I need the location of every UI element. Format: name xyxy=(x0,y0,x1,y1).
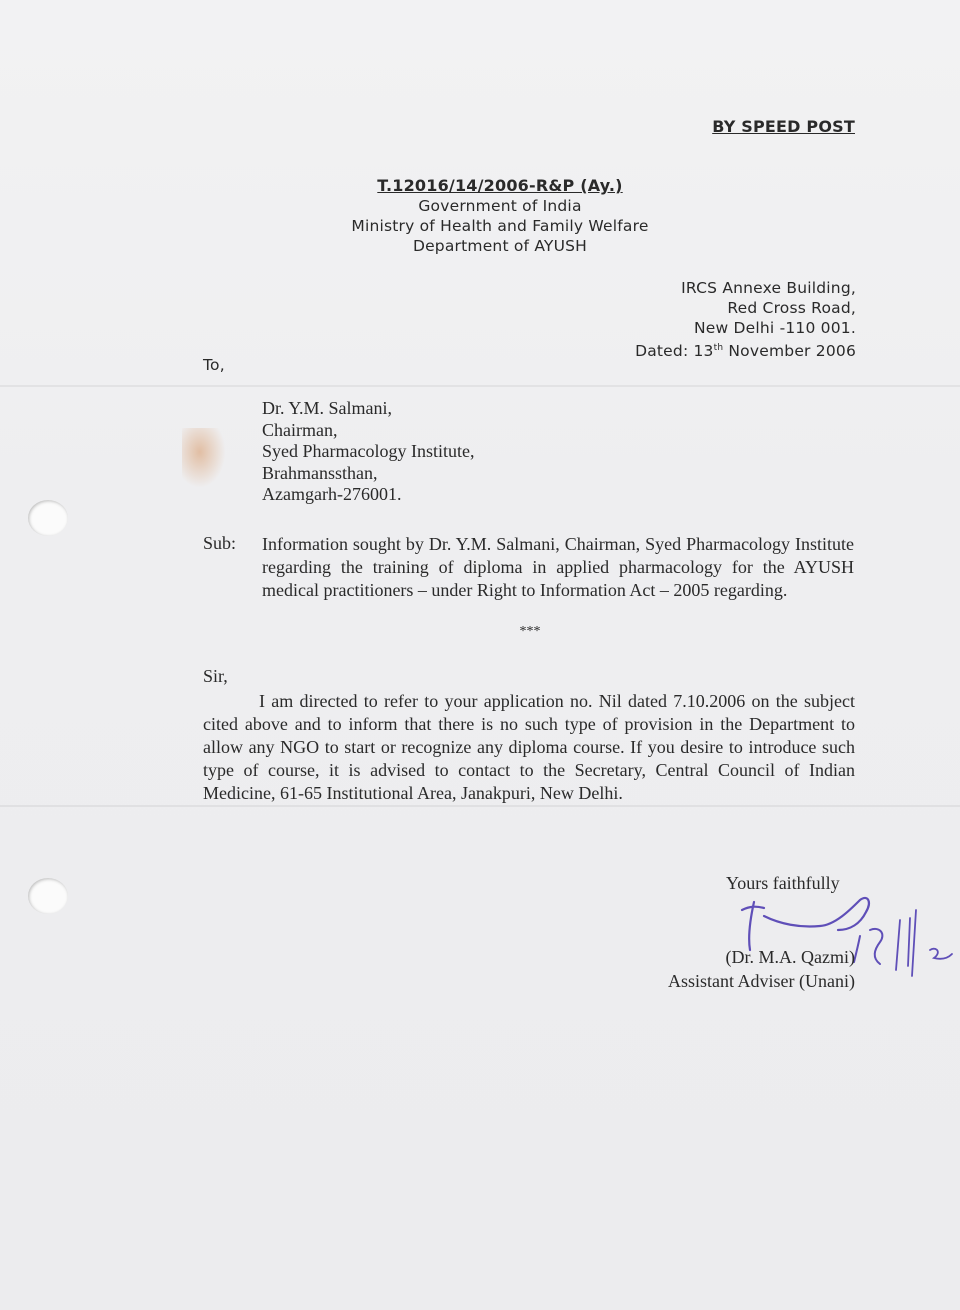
letterhead xyxy=(300,176,700,256)
org-department: Department of AYUSH xyxy=(412,237,588,255)
signatory xyxy=(600,945,855,993)
paper-stain xyxy=(182,428,226,488)
salutation: Sir, xyxy=(203,666,228,686)
letter-date: Dated: 13th November 2006 xyxy=(635,342,856,361)
recipient-line: Azamgarh-276001. xyxy=(262,484,402,504)
delivery-mode: BY SPEED POST xyxy=(712,117,855,136)
recipient-address xyxy=(262,398,474,506)
signatory-designation: Assistant Adviser (Unani) xyxy=(668,971,855,991)
subject-label: Sub: xyxy=(203,533,237,553)
subject-text: Information sought by Dr. Y.M. Salmani, Chairman, Syed Pharmacology Institute regarding the training of diploma in applied pharmacology for the AYUSH medical practitioners – under Right to Information Act – 2005 regarding. xyxy=(262,534,854,600)
fold-line xyxy=(0,805,960,807)
org-ministry: Ministry of Health and Family Welfare xyxy=(351,217,649,235)
recipient-line: Syed Pharmacology Institute, xyxy=(262,441,475,461)
recipient-line: Brahmanssthan, xyxy=(262,462,378,483)
punch-hole xyxy=(28,500,68,536)
recipient-line: Chairman, xyxy=(262,419,338,440)
address-line: IRCS Annexe Building, xyxy=(681,279,856,297)
separator: *** xyxy=(519,624,541,639)
fold-line xyxy=(0,385,960,387)
org-government: Government of India xyxy=(418,197,582,215)
signatory-name: (Dr. M.A. Qazmi) xyxy=(725,947,855,967)
closing: Yours faithfully xyxy=(726,873,840,893)
to-label: To, xyxy=(203,356,225,374)
sender-address xyxy=(560,278,856,361)
address-line: New Delhi -110 001. xyxy=(694,319,856,337)
body-paragraph: I am directed to refer to your application no. Nil dated 7.10.2006 on the subject cited above and to inform that there is no such type of provision in the Department to allow any NGO to start or recognize any diploma course. If you desire to introduce such type of course, it is advised to contact to the Secretary, Central Council of Indian Medicine, 61-65 Institutional Area, Janakpuri, New Delhi. xyxy=(203,691,855,803)
recipient-line: Dr. Y.M. Salmani, xyxy=(262,398,393,418)
file-number: T.12016/14/2006-R&P (Ay.) xyxy=(377,176,623,195)
punch-hole xyxy=(28,878,68,914)
address-line: Red Cross Road, xyxy=(727,299,856,317)
